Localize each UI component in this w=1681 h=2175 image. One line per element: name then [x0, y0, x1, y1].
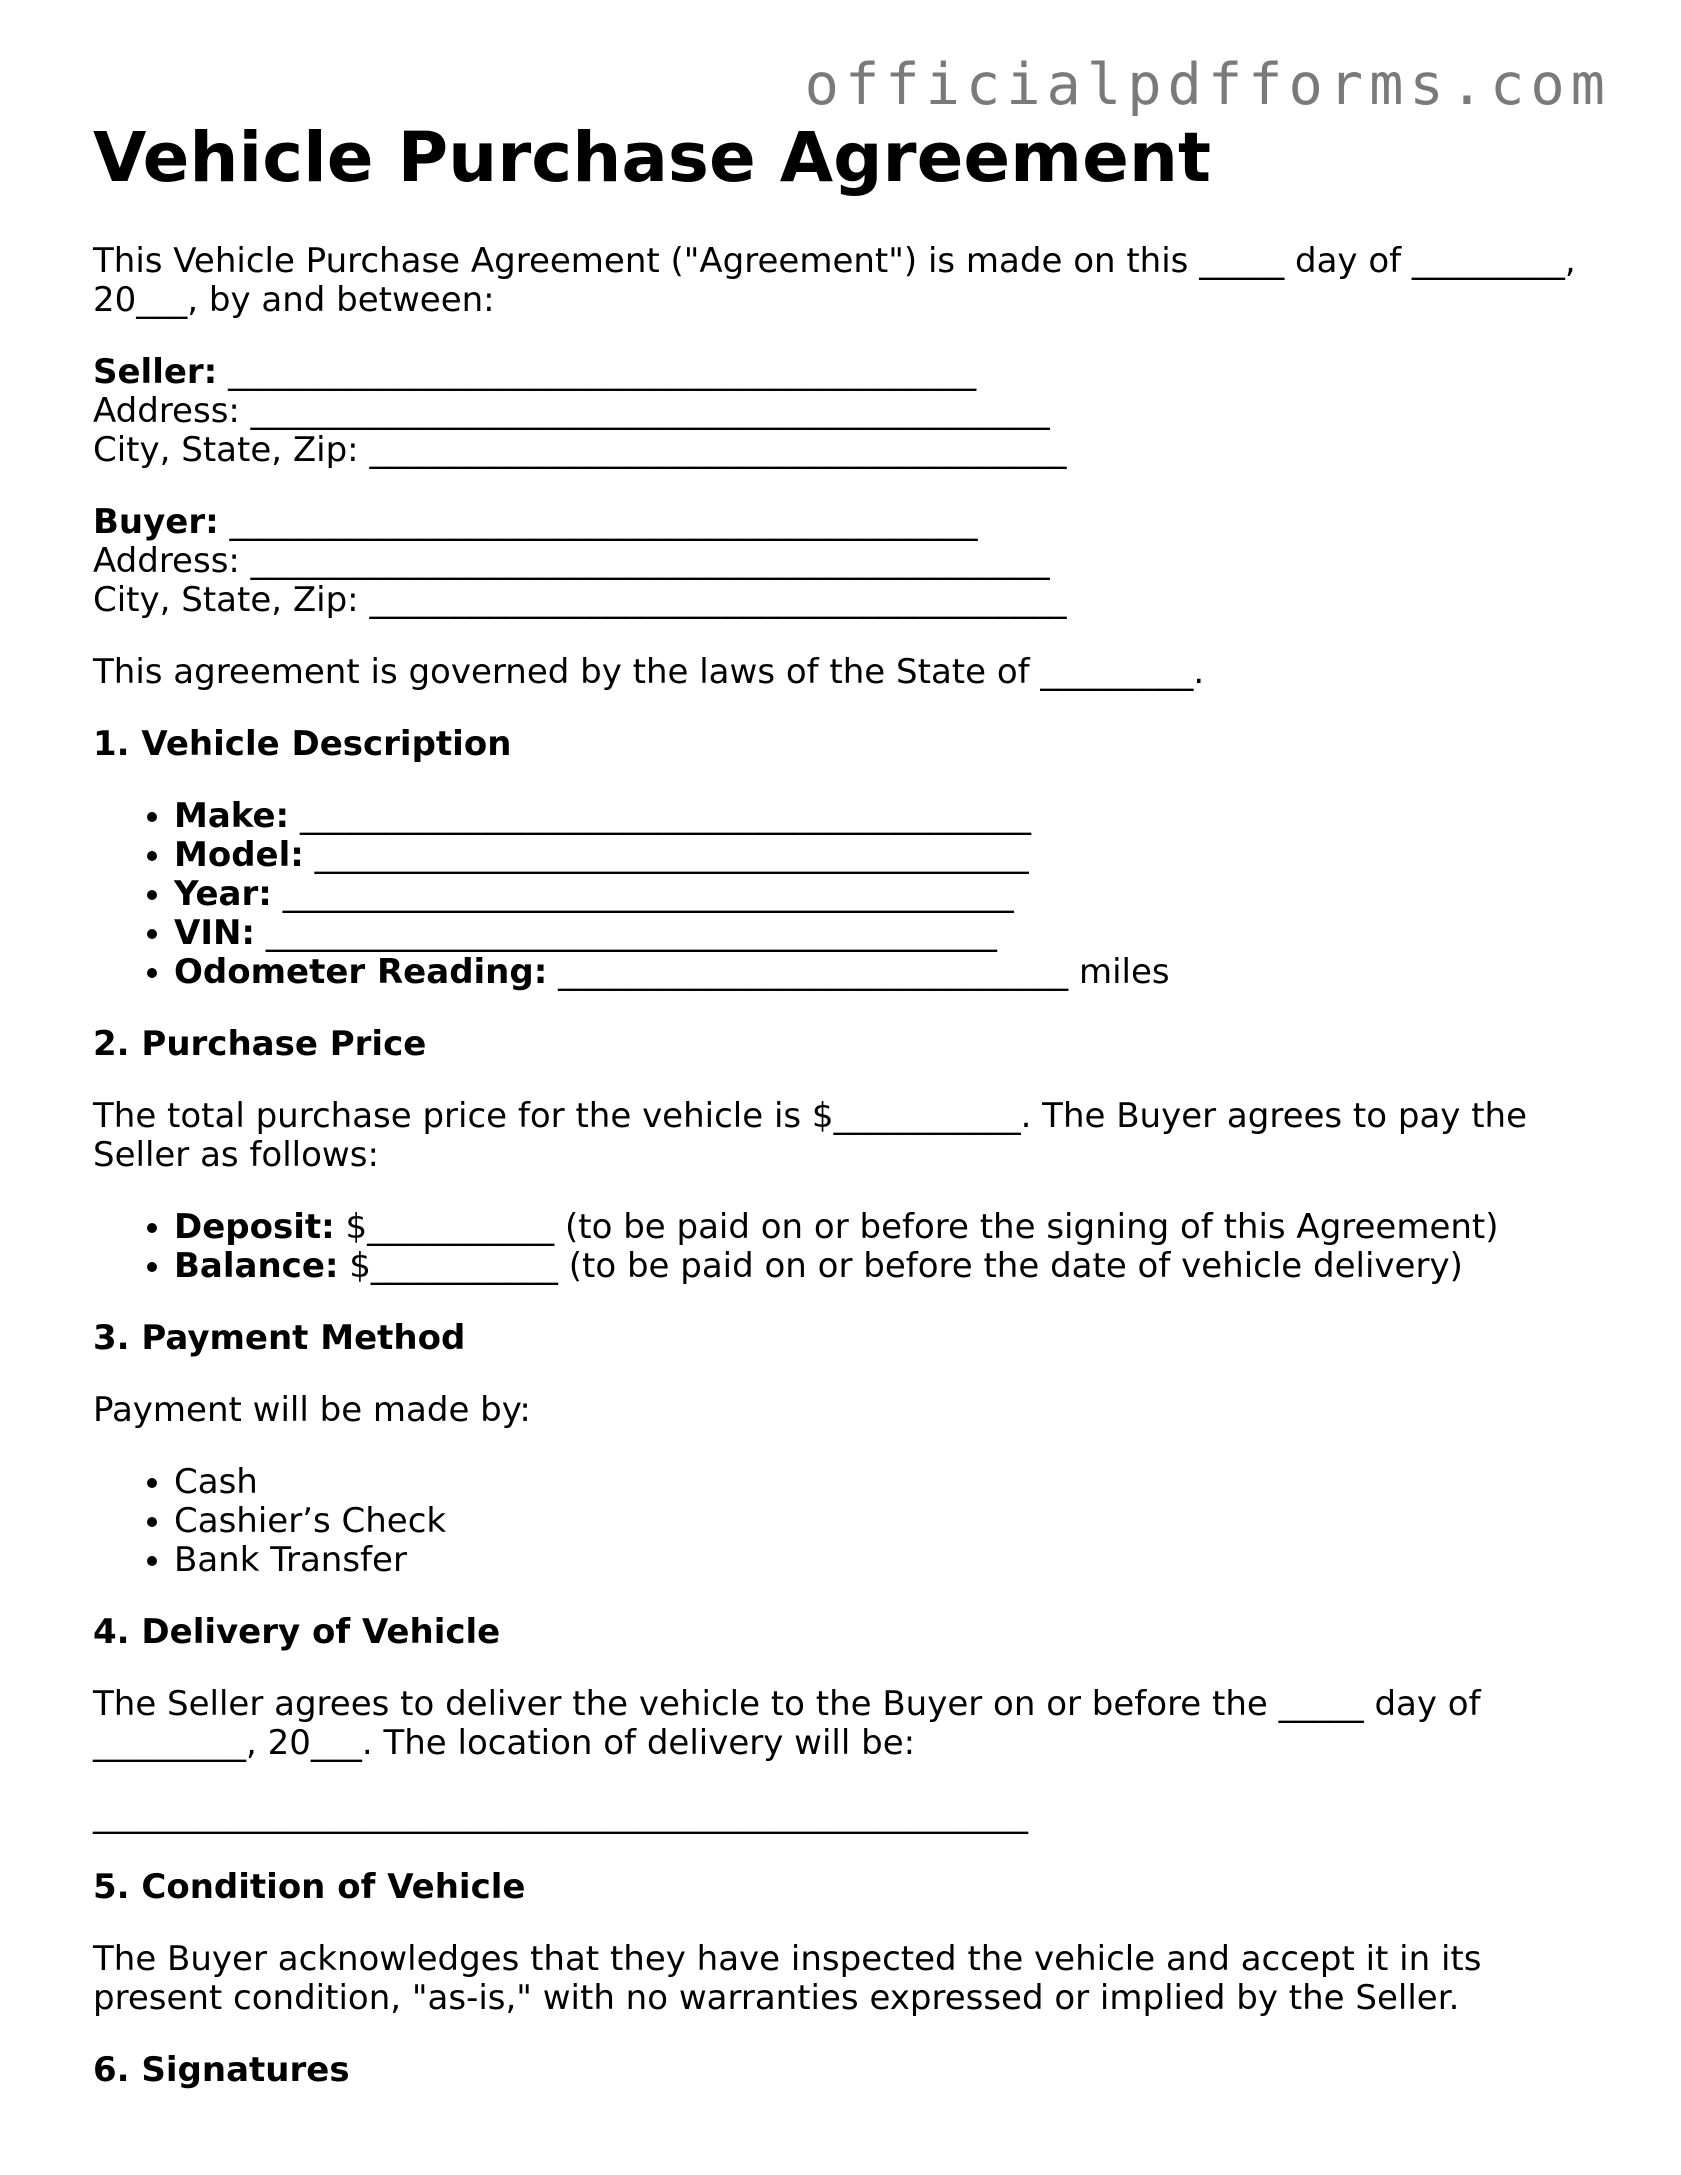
payment-method-text: Payment will be made by:	[93, 1390, 531, 1430]
seller-address-field[interactable]: Address: _______________________________________________	[93, 391, 1050, 431]
payment-option-cashiers-check: • Cashier’s Check	[174, 1502, 1593, 1541]
document-title: Vehicle Purchase Agreement	[93, 118, 1211, 198]
year-label: Year:	[174, 874, 272, 914]
make-label: Make:	[174, 796, 290, 836]
odometer-label: Odometer Reading:	[174, 952, 548, 992]
purchase-price-text: The total purchase price for the vehicle is $___________. The Buyer agrees to pay the Seller as follows:	[93, 1096, 1528, 1175]
list-item	[174, 836, 1593, 875]
year-field[interactable]: ___________________________________________	[282, 874, 1014, 914]
list-item	[174, 797, 1593, 836]
make-field[interactable]: ___________________________________________	[299, 796, 1031, 836]
delivery-location-field[interactable]: _______________________________________________________	[93, 1795, 1028, 1835]
payment-option-cash: • Cash	[174, 1463, 1593, 1502]
seller-label: Seller:	[93, 352, 218, 392]
section-heading-signatures: 6. Signatures	[93, 2050, 350, 2090]
section-heading-payment-method: 3. Payment Method	[93, 1318, 466, 1358]
section-heading-purchase-price: 2. Purchase Price	[93, 1024, 427, 1064]
vehicle-description-list	[93, 797, 1593, 992]
odometer-field[interactable]: ______________________________ miles	[558, 952, 1170, 992]
document-page	[93, 118, 1593, 2123]
list-item	[174, 875, 1593, 914]
list-item	[174, 1247, 1593, 1286]
section-heading-delivery: 4. Delivery of Vehicle	[93, 1612, 501, 1652]
watermark: officialpdfforms.com	[804, 52, 1611, 118]
buyer-address-field[interactable]: Address: _______________________________________________	[93, 541, 1050, 581]
section-heading-condition: 5. Condition of Vehicle	[93, 1867, 526, 1907]
delivery-text: The Seller agrees to deliver the vehicle to the Buyer on or before the _____ day of _________, 20___. The location of delivery will be:	[93, 1684, 1481, 1763]
payment-method-list	[93, 1463, 1593, 1580]
condition-text: The Buyer acknowledges that they have inspected the vehicle and accept it in its present condition, "as-is," with no warranties expressed or implied by the Seller.	[93, 1939, 1482, 2018]
seller-name-field[interactable]: ____________________________________________	[228, 352, 977, 392]
seller-city-field[interactable]: City, State, Zip: _________________________________________	[93, 430, 1067, 470]
buyer-city-field[interactable]: City, State, Zip: _________________________________________	[93, 580, 1067, 620]
buyer-name-line	[93, 503, 1593, 542]
model-label: Model:	[174, 835, 304, 875]
vin-label: VIN:	[174, 913, 256, 953]
governing-law: This agreement is governed by the laws of the State of _________.	[93, 652, 1205, 692]
buyer-name-field[interactable]: ____________________________________________	[229, 502, 978, 542]
balance-label: Balance:	[174, 1246, 339, 1286]
intro-paragraph: This Vehicle Purchase Agreement ("Agreement") is made on this _____ day of _________, 20___, by and between:	[93, 241, 1576, 320]
buyer-block	[93, 503, 1593, 620]
section-heading-vehicle-description: 1. Vehicle Description	[93, 724, 512, 764]
list-item	[174, 953, 1593, 992]
payment-option-bank-transfer: • Bank Transfer	[174, 1541, 1593, 1580]
balance-field[interactable]: $___________ (to be paid on or before the date of vehicle delivery)	[349, 1246, 1463, 1286]
list-item	[174, 1208, 1593, 1247]
deposit-field[interactable]: $___________ (to be paid on or before the signing of this Agreement)	[345, 1207, 1499, 1247]
deposit-label: Deposit:	[174, 1207, 335, 1247]
model-field[interactable]: __________________________________________	[314, 835, 1029, 875]
seller-block	[93, 353, 1593, 470]
vin-field[interactable]: ___________________________________________	[265, 913, 997, 953]
buyer-label: Buyer:	[93, 502, 219, 542]
list-item	[174, 914, 1593, 953]
seller-name-line	[93, 353, 1593, 392]
payment-schedule-list	[93, 1208, 1593, 1286]
